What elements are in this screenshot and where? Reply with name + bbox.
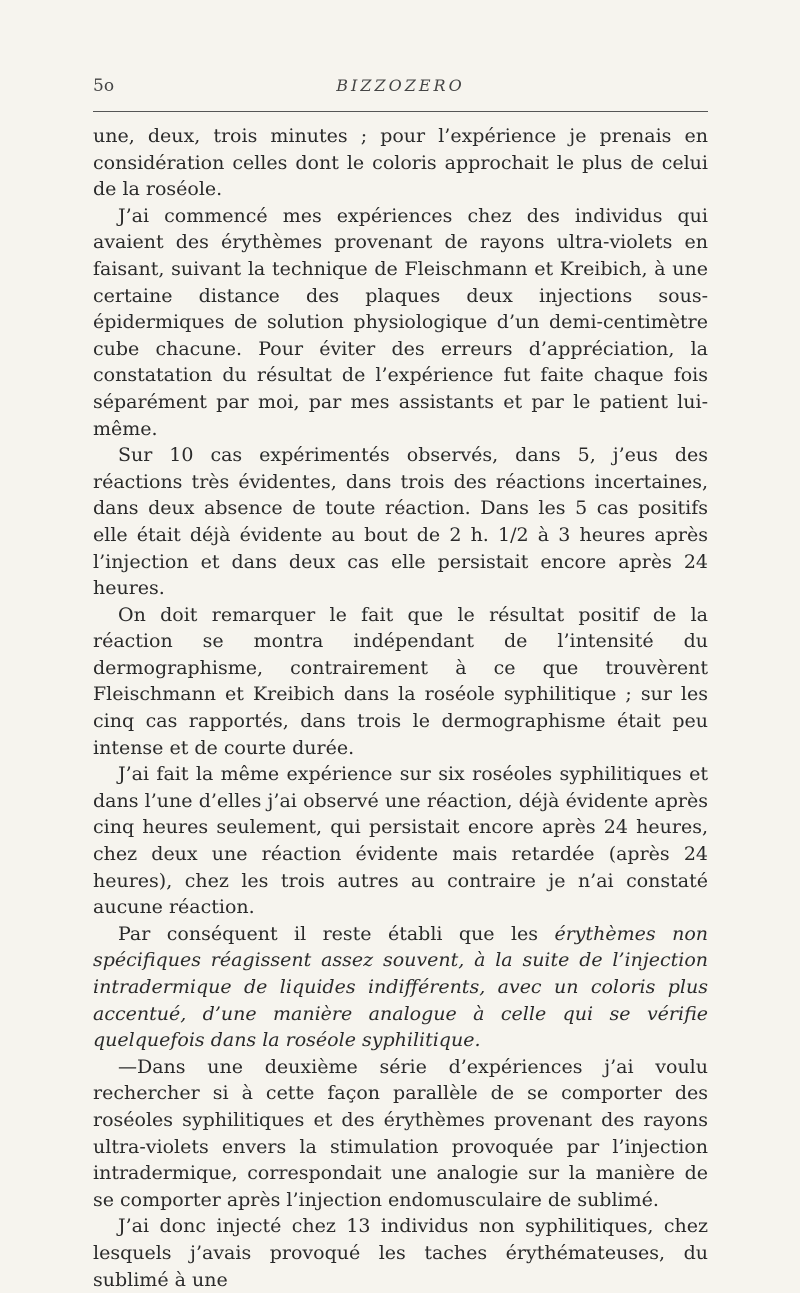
header-rule xyxy=(93,111,708,112)
paragraph-5: J’ai fait la même expérience sur six roséoles syphilitiques et dans l’une d’elles j’ai observé une réaction, déjà évidente après cinq heures seulement, qui persistait encore après 24 heures, chez deux une réaction évidente mais retardée (après 24 heures), chez les trois autres au contraire je n’ai constaté aucune réaction. xyxy=(93,763,708,919)
paragraph-2: J’ai commencé mes expériences chez des individus qui avaient des érythèmes provenant de rayons ultra-violets en faisant, suivant la technique de Fleischmann et Kreibich, à une certaine distance des plaques deux injections sous-épidermiques de solution physiologique d’un demi-centimètre cube chacune. Pour éviter des erreurs d’appréciation, la constatation du résultat de l’expérience fut faite chaque fois séparément par moi, par mes assistants et par le patient lui-même. xyxy=(93,204,708,440)
running-title: BIZZOZERO xyxy=(336,76,465,95)
paragraph-8: J’ai donc injecté chez 13 individus non syphilitiques, chez lesquels j’avais provoqué les taches érythémateuses, du sublimé à une xyxy=(93,1215,708,1291)
page-number: 5o xyxy=(93,76,115,96)
page-header xyxy=(93,76,708,100)
paragraph-4: On doit remarquer le fait que le résultat positif de la réaction se montra indépendant de l’intensité du dermographisme, contrairement à ce que trouvèrent Fleischmann et Kreibich dans la roséole syphilitique ; sur les cinq cas rapportés, dans trois le dermographisme était peu intense et de courte durée. xyxy=(93,603,708,759)
body-text xyxy=(93,123,708,1293)
paragraph-3: Sur 10 cas expérimentés observés, dans 5, j’eus des réactions très évidentes, dans trois des réactions incertaines, dans deux absence de toute réaction. Dans les 5 cas positifs elle était déjà évidente au bout de 2 h. 1/2 à 3 heures après l’injection et dans deux cas elle persistait encore après 24 heures. xyxy=(93,444,708,600)
paragraph-6 xyxy=(93,921,708,1054)
paragraph-6-lead: Par conséquent il reste établi que les xyxy=(118,922,555,945)
paragraph-1: une, deux, trois minutes ; pour l’expérience je prenais en considération celles dont le coloris approchait le plus de celui de la roséole. xyxy=(93,125,708,201)
paragraph-7: —Dans une deuxième série d’expériences j’ai voulu rechercher si à cette façon parallèle de se comporter des roséoles syphilitiques et des érythèmes provenant des rayons ultra-violets envers la stimulation provoquée par l’injection intradermique, correspondait une analogie sur la manière de se comporter après l’injection endomusculaire de sublimé. xyxy=(93,1055,708,1211)
paragraph-6-emphasis: érythèmes non spécifiques réagissent assez souvent, à la suite de l’injection intradermique de liquides indifférents, avec un coloris plus accentué, d’une manière analogue à celle qui se vérifie quelquefois dans la roséole syphilitique. xyxy=(93,922,709,1052)
